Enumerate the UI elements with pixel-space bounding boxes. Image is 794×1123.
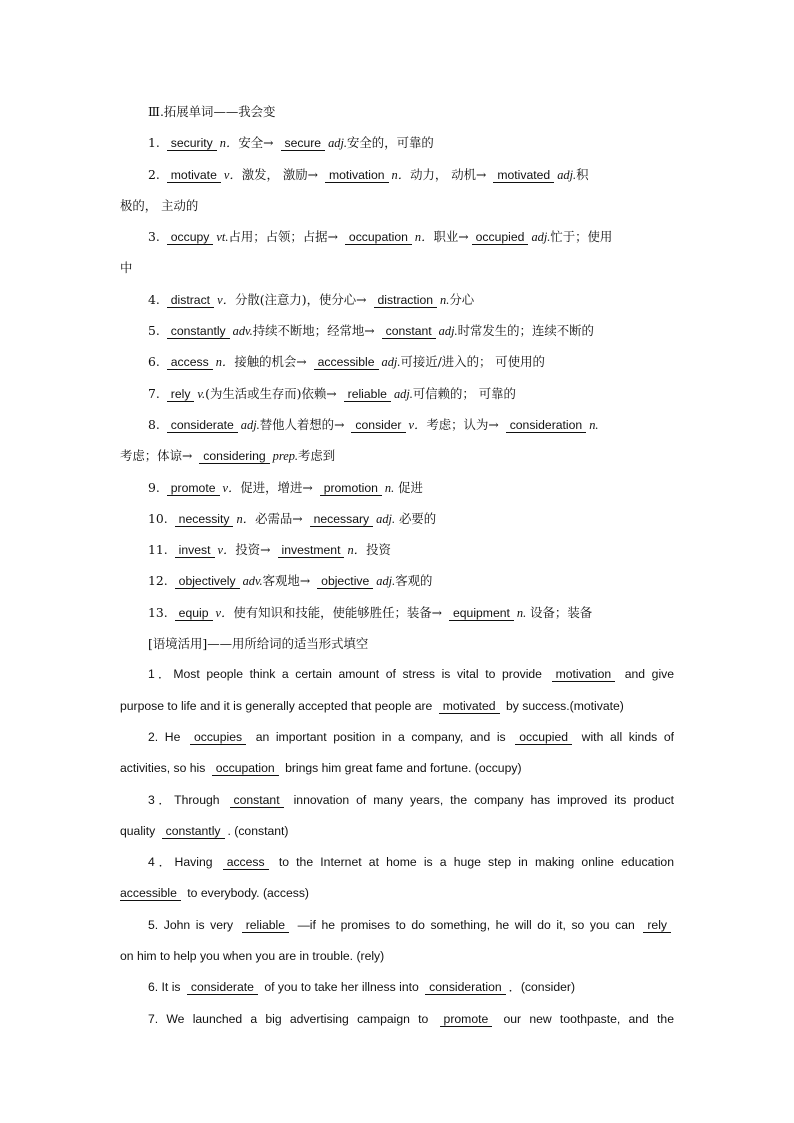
vocab-item <box>120 378 674 409</box>
answer-blank: promotion <box>320 481 382 496</box>
answer-blank: access <box>223 855 269 870</box>
part-of-speech: n． <box>219 136 239 151</box>
meaning: 分心 <box>449 291 475 307</box>
sentence-text: quality <box>120 823 156 838</box>
meaning: 客观地→ <box>262 573 311 589</box>
sentence-text: ．(consider) <box>508 980 576 995</box>
vocab-item <box>120 503 674 534</box>
sentence-line <box>120 847 674 878</box>
answer-blank: rely <box>643 918 671 933</box>
part-of-speech: prep. <box>272 449 298 464</box>
answer-blank: reliable <box>344 387 391 402</box>
part-of-speech: adj. <box>531 230 551 245</box>
part-of-speech: v． <box>223 167 242 182</box>
sentence-text: on him to help you when you are in trouble. (rely) <box>120 949 385 964</box>
meaning: 替他人着想的→ <box>259 416 345 432</box>
meaning: 积 <box>576 166 589 182</box>
item-number: 8. <box>148 416 160 432</box>
part-of-speech: v． <box>217 292 235 307</box>
part-of-speech: adj. <box>240 417 260 432</box>
meaning: (为生活或生存而)依赖→ <box>205 385 337 401</box>
part-of-speech: n． <box>391 167 411 182</box>
answer-blank: objectively <box>175 574 240 589</box>
sentence-line <box>120 878 674 909</box>
meaning: 设备；装备 <box>530 604 593 620</box>
item-number: 4. <box>148 291 160 307</box>
meaning: 持续不断地；经常地→ <box>252 323 375 339</box>
vocab-item <box>120 472 674 503</box>
answer-blank: occupied <box>472 230 529 245</box>
sentence-text: . (constant) <box>227 823 289 838</box>
part-of-speech: adj. <box>438 324 458 339</box>
sentence-line <box>120 972 674 1003</box>
meaning: 客观的 <box>395 573 433 589</box>
part-of-speech: adj. <box>381 355 401 370</box>
vocab-item <box>120 127 674 158</box>
vocab-item <box>120 284 674 315</box>
part-of-speech: v． <box>215 605 234 620</box>
answer-blank: objective <box>317 574 373 589</box>
meaning: 考虑；体谅→ <box>120 448 193 464</box>
meaning: 安全→ <box>238 135 274 151</box>
answer-blank: distraction <box>374 293 438 308</box>
meaning: 动力， 动机→ <box>410 166 487 182</box>
meaning: 职业→ <box>433 229 469 245</box>
answer-blank: consideration <box>506 418 587 433</box>
answer-blank: equip <box>175 606 213 621</box>
answer-blank: occupy <box>167 230 214 245</box>
answer-blank: occupation <box>345 230 412 245</box>
answer-blank: motivation <box>552 667 616 682</box>
meaning: 安全的，可靠的 <box>347 135 434 151</box>
vocab-item <box>120 534 674 565</box>
part-of-speech: n． <box>215 355 235 370</box>
item-number: 7. <box>148 385 160 401</box>
answer-blank: considerate <box>167 418 238 433</box>
item-number: 13. <box>148 604 168 620</box>
answer-blank: equipment <box>449 606 514 621</box>
part-of-speech: n． <box>347 543 367 558</box>
part-of-speech: v． <box>222 480 241 495</box>
part-of-speech: adv. <box>242 574 263 589</box>
sentence-text: of you to take her illness into <box>264 980 419 995</box>
answer-blank: promote <box>440 1012 493 1027</box>
item-number: 3. <box>148 229 160 245</box>
item-number: 1. <box>148 135 160 151</box>
vocab-item <box>120 565 674 596</box>
answer-blank: consider <box>351 418 405 433</box>
sentence-text: brings him great fame and fortune. (occupy) <box>285 761 522 776</box>
answer-blank: reliable <box>242 918 289 933</box>
sentence-text: 7. We launched a big advertising campaign to <box>148 1011 429 1026</box>
sentence-text: purpose to life and it is generally accepted that people are <box>120 698 433 713</box>
sentence-text: with all kinds of <box>581 729 674 744</box>
sentence-text: by success.(motivate) <box>505 698 624 713</box>
part-of-speech: adj. <box>557 167 577 182</box>
sentence-text: —if he promises to do something, he will do it, so you can <box>297 917 635 932</box>
part-of-speech: n. <box>516 605 527 620</box>
item-number: 12. <box>148 573 168 589</box>
answer-blank: invest <box>175 543 215 558</box>
sentence-line <box>120 1004 674 1035</box>
sentence-text: to everybody. (access) <box>187 886 309 901</box>
part-of-speech: n. <box>384 480 395 495</box>
answer-blank: constantly <box>162 824 225 839</box>
meaning: 使有知识和技能，使能够胜任；装备→ <box>233 604 443 620</box>
sentence-text: activities, so his <box>120 761 206 776</box>
meaning: 可接近/进入的； 可使用的 <box>400 354 545 370</box>
answer-blank: constant <box>230 793 284 808</box>
vocab-item <box>120 159 674 190</box>
answer-blank: accessible <box>314 355 379 370</box>
sentence-text: our new toothpaste, and the <box>503 1011 674 1026</box>
sentence-text: and give <box>624 667 674 682</box>
vocab-item-continued: 中 <box>120 260 133 276</box>
meaning: 考虑；认为→ <box>426 416 499 432</box>
answer-blank: secure <box>281 136 326 151</box>
answer-blank: motivated <box>493 168 554 183</box>
sentence-line <box>120 659 674 690</box>
meaning: 投资→ <box>235 542 271 558</box>
item-number: 2. <box>148 166 160 182</box>
answer-blank: necessary <box>310 512 374 527</box>
sentence-line <box>120 691 674 722</box>
answer-blank: motivated <box>439 699 500 714</box>
answer-blank: occupied <box>515 730 572 745</box>
part-of-speech: v. <box>197 386 206 401</box>
sentence-text: 1．Most people think a certain amount of stress is vital to provide <box>148 667 542 682</box>
part-of-speech: adv. <box>232 324 253 339</box>
part-of-speech: adj. <box>376 574 396 589</box>
answer-blank: motivate <box>167 168 221 183</box>
sentence-text: to the Internet at home is a huge step in making online education <box>278 855 674 870</box>
sentence-text: 6. It is <box>148 980 181 995</box>
vocab-item-continued <box>120 440 674 471</box>
sentence-text: 2. He <box>148 729 181 744</box>
sentence-line <box>120 753 674 784</box>
answer-blank: distract <box>167 293 214 308</box>
answer-blank: constant <box>382 324 436 339</box>
sentence-text: innovation of many years, the company has improved its product <box>293 792 674 807</box>
vocab-item <box>120 315 674 346</box>
meaning: 占用；占领；占据→ <box>228 229 338 245</box>
sentence-text: an important position in a company, and is <box>255 729 506 744</box>
meaning: 必需品→ <box>255 510 303 526</box>
answer-blank: occupation <box>212 761 279 776</box>
sentence-line <box>120 941 674 972</box>
part-of-speech: adj. <box>328 136 348 151</box>
part-of-speech: vt. <box>216 230 229 245</box>
part-of-speech: adj. <box>393 386 413 401</box>
sentence-line <box>120 816 674 847</box>
vocab-item-continued: 极的， 主动的 <box>120 197 199 213</box>
sentence-line <box>120 910 674 941</box>
answer-blank: considering <box>199 449 269 464</box>
sentence-line <box>120 785 674 816</box>
part-of-speech: v． <box>408 417 427 432</box>
answer-blank: necessity <box>175 512 234 527</box>
item-number: 9. <box>148 479 160 495</box>
answer-blank: access <box>167 355 213 370</box>
sentence-text: 3．Through <box>148 792 220 807</box>
item-number: 6. <box>148 354 160 370</box>
part-of-speech: n. <box>440 292 450 307</box>
part-of-speech: v． <box>217 543 236 558</box>
meaning: 时常发生的；连续不断的 <box>457 323 594 339</box>
meaning: 必要的 <box>399 510 437 526</box>
answer-blank: considerate <box>187 980 258 995</box>
worksheet-page <box>120 96 674 1035</box>
answer-blank: accessible <box>120 886 181 901</box>
answer-blank: promote <box>167 481 220 496</box>
answer-blank: consideration <box>425 980 506 995</box>
meaning: 分散(注意力)，使分心→ <box>234 291 367 307</box>
sentence-text: 5. John is very <box>148 917 234 932</box>
meaning: 促进 <box>398 479 423 495</box>
part-of-speech: adj. <box>376 511 396 526</box>
answer-blank: constantly <box>167 324 230 339</box>
vocab-item <box>120 221 674 252</box>
meaning: 忙于；使用 <box>550 229 613 245</box>
answer-blank: occupies <box>190 730 246 745</box>
meaning: 激发， 激励→ <box>241 166 319 182</box>
sentence-line <box>120 722 674 753</box>
section-title: Ⅲ.拓展单词——我会变 <box>148 104 276 119</box>
meaning: 投资 <box>366 542 391 558</box>
vocab-item <box>120 346 674 377</box>
part-of-speech: n. <box>589 417 599 432</box>
answer-blank: investment <box>278 543 345 558</box>
item-number: 5. <box>148 323 160 339</box>
part-of-speech: n． <box>414 230 434 245</box>
context-section-title: [语境活用]——用所给词的适当形式填空 <box>148 636 369 652</box>
answer-blank: rely <box>167 387 195 402</box>
vocab-item <box>120 409 674 440</box>
item-number: 11. <box>148 542 168 558</box>
meaning: 接触的机会→ <box>234 354 307 370</box>
answer-blank: motivation <box>325 168 389 183</box>
meaning: 促进，增进→ <box>240 479 313 495</box>
answer-blank: security <box>167 136 217 151</box>
item-number: 10. <box>148 510 168 526</box>
vocab-item <box>120 597 674 628</box>
sentence-text: 4．Having <box>148 855 213 870</box>
meaning: 可信赖的； 可靠的 <box>412 385 516 401</box>
meaning: 考虑到 <box>298 448 336 464</box>
part-of-speech: n． <box>236 511 256 526</box>
